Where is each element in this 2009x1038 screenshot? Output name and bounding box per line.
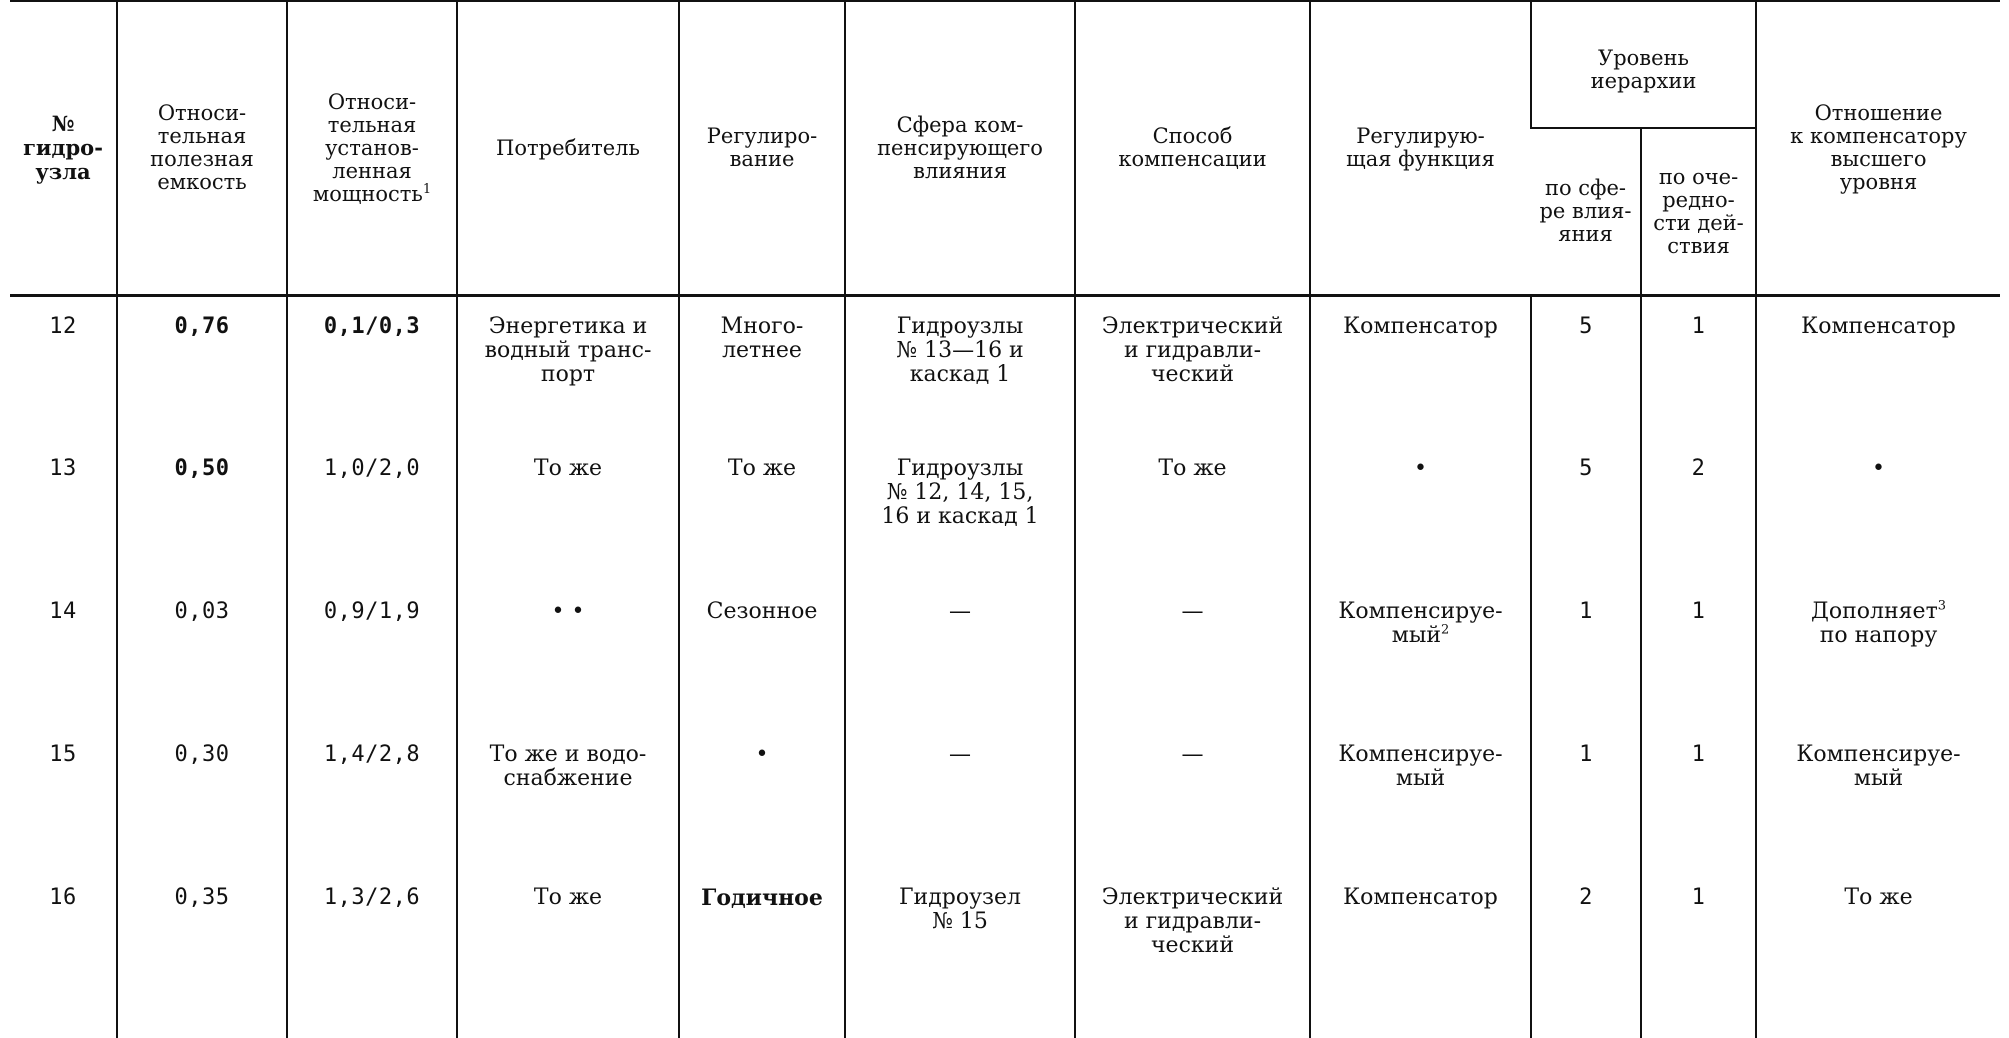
header-relative-power: Относи- тельная установ- ленная мощность$^1$ bbox=[287, 1, 457, 296]
table-header bbox=[10, 1, 2000, 296]
cell-relation: Компенсируе- мый bbox=[1756, 725, 2000, 868]
cell-regulation: • bbox=[679, 725, 845, 868]
cell-level-order: 1 bbox=[1641, 868, 1756, 1038]
cell-method: — bbox=[1075, 582, 1310, 725]
cell-power: 1,3/2,6 bbox=[287, 868, 457, 1038]
cell-method: — bbox=[1075, 725, 1310, 868]
cell-id: 12 bbox=[49, 314, 77, 339]
header-level-by-sphere: по сфе- ре влия- яния bbox=[1539, 176, 1632, 246]
cell-capacity: 0,35 bbox=[117, 868, 287, 1038]
cell-capacity: 0,76 bbox=[117, 296, 287, 439]
cell-regulation: Много- летнее bbox=[679, 296, 845, 439]
cell-consumer: Энергетика и водный транс- порт bbox=[457, 296, 679, 439]
cell-sphere: — bbox=[845, 582, 1075, 725]
table-row bbox=[10, 582, 2000, 725]
cell-relation: Компенсатор bbox=[1756, 296, 2000, 439]
cell-level-order: 1 bbox=[1641, 296, 1756, 439]
cell-relation: То же bbox=[1756, 868, 2000, 1038]
cell-level-order: 1 bbox=[1641, 725, 1756, 868]
cell-method: То же bbox=[1075, 439, 1310, 582]
cell-level-order: 2 bbox=[1641, 439, 1756, 582]
header-regulating-function: Регулирую- щая функция bbox=[1310, 1, 1531, 296]
cell-function: Компенсатор bbox=[1310, 296, 1531, 439]
header-relation-to-higher: Отношение к компенсатору высшего уровня bbox=[1756, 1, 2000, 296]
cell-consumer: То же и водо- снабжение bbox=[457, 725, 679, 868]
cell-level-order: 1 bbox=[1641, 582, 1756, 725]
cell-level-sphere: 1 bbox=[1531, 725, 1641, 868]
table-row bbox=[10, 868, 2000, 1038]
cell-power: 0,1/0,3 bbox=[287, 296, 457, 439]
cell-power: 1,0/2,0 bbox=[287, 439, 457, 582]
cell-id: 16 bbox=[49, 884, 77, 910]
cell-function: Компенсируе- мый$^2$ bbox=[1310, 582, 1531, 725]
cell-sphere: Гидроузлы № 12, 14, 15, 16 и каскад 1 bbox=[845, 439, 1075, 582]
hydro-hierarchy-table bbox=[10, 0, 2000, 1038]
cell-relation: • bbox=[1756, 439, 2000, 582]
cell-level-sphere: 2 bbox=[1531, 868, 1641, 1038]
header-regulation: Регулиро- вание bbox=[679, 1, 845, 296]
table-body bbox=[10, 296, 2000, 1038]
cell-consumer: • • bbox=[457, 582, 679, 725]
cell-regulation: Годичное bbox=[679, 868, 845, 1038]
header-compensation-method: Способ компенсации bbox=[1075, 1, 1310, 296]
cell-consumer: То же bbox=[457, 439, 679, 582]
cell-relation: Дополняет$^3$ по напору bbox=[1756, 582, 2000, 725]
cell-regulation: То же bbox=[679, 439, 845, 582]
cell-power: 0,9/1,9 bbox=[287, 582, 457, 725]
cell-function: Компенсируе- мый bbox=[1310, 725, 1531, 868]
header-node-number: № гидро- узла bbox=[23, 111, 103, 184]
cell-id: 15 bbox=[49, 741, 77, 767]
cell-capacity: 0,30 bbox=[117, 725, 287, 868]
cell-sphere: Гидроузел № 15 bbox=[845, 868, 1075, 1038]
header-level-by-order: по оче- редно- сти дей- ствия bbox=[1641, 128, 1756, 296]
header-consumer: Потребитель bbox=[457, 1, 679, 296]
cell-level-sphere: 1 bbox=[1531, 582, 1641, 725]
cell-id: 14 bbox=[49, 598, 77, 624]
cell-level-sphere: 5 bbox=[1531, 439, 1641, 582]
table-row bbox=[10, 296, 2000, 439]
cell-capacity: 0,03 bbox=[117, 582, 287, 725]
cell-method: Электрический и гидравли- ческий bbox=[1075, 868, 1310, 1038]
table-row bbox=[10, 439, 2000, 582]
cell-level-sphere: 5 bbox=[1531, 296, 1641, 439]
cell-regulation: Сезонное bbox=[679, 582, 845, 725]
cell-function: Компенсатор bbox=[1310, 868, 1531, 1038]
cell-function: • bbox=[1310, 439, 1531, 582]
cell-sphere: Гидроузлы № 13—16 и каскад 1 bbox=[845, 296, 1075, 439]
header-compensation-sphere: Сфера ком- пенсирующего влияния bbox=[845, 1, 1075, 296]
cell-id: 13 bbox=[49, 455, 77, 481]
cell-consumer: То же bbox=[457, 868, 679, 1038]
header-hierarchy-level: Уровень иерархии bbox=[1531, 1, 1756, 128]
header-relative-capacity: Относи- тельная полезная емкость bbox=[117, 1, 287, 296]
cell-power: 1,4/2,8 bbox=[287, 725, 457, 868]
cell-method: Электрический и гидравли- ческий bbox=[1075, 296, 1310, 439]
table-row bbox=[10, 725, 2000, 868]
cell-capacity: 0,50 bbox=[117, 439, 287, 582]
cell-sphere: — bbox=[845, 725, 1075, 868]
